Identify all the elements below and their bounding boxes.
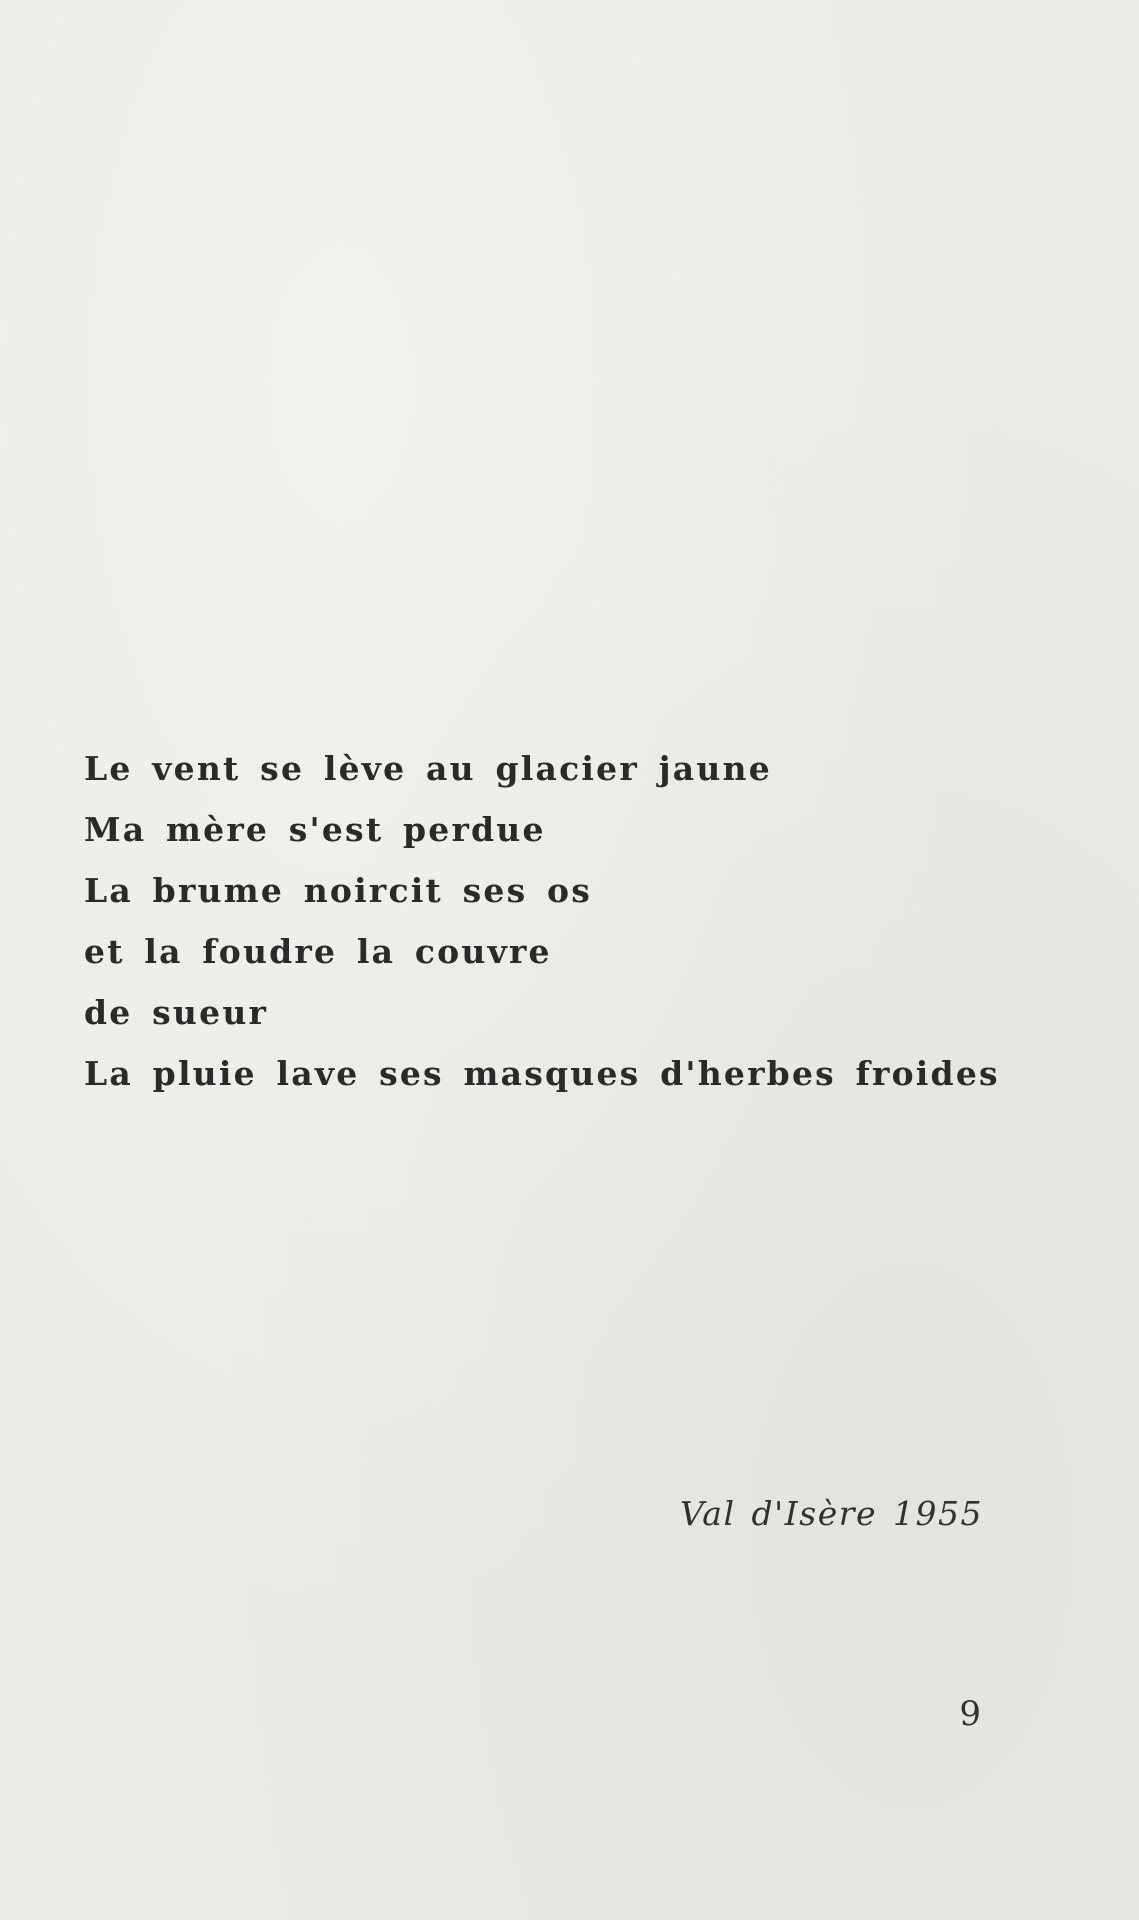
- poem-line-3: La brume noircit ses os: [84, 871, 593, 910]
- poem-line-2: Ma mère s'est perdue: [84, 810, 546, 849]
- poem: [84, 738, 1084, 1104]
- poem-line-6: La pluie lave ses masques d'herbes froides: [84, 1054, 1000, 1093]
- poem-line-4: et la foudre la couvre: [84, 932, 552, 971]
- place-date-signature: Val d'Isère 1955: [680, 1494, 983, 1533]
- poem-line-1: Le vent se lève au glacier jaune: [84, 749, 772, 788]
- page-number: 9: [959, 1694, 981, 1734]
- poem-line-5: de sueur: [84, 993, 269, 1032]
